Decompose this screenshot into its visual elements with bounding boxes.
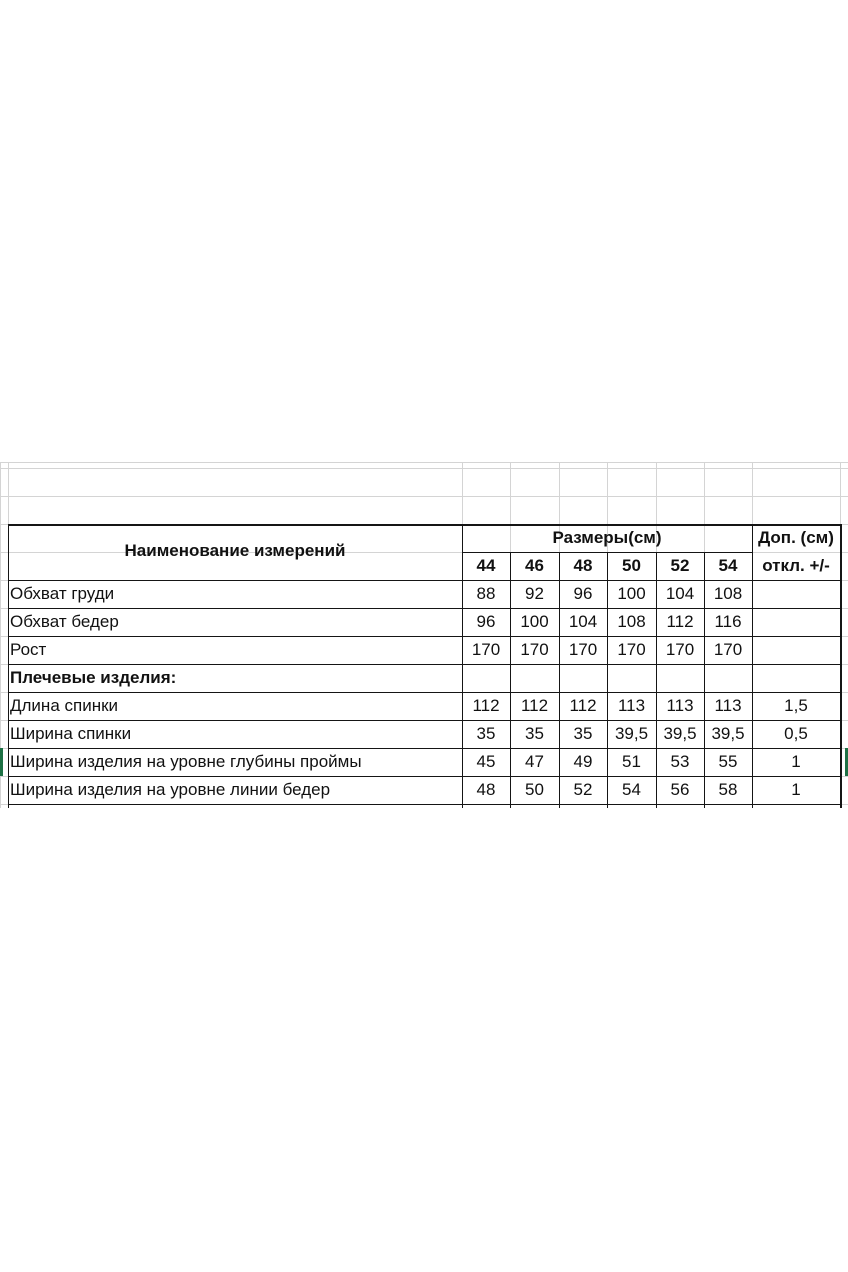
size-value-cell[interactable]: 52 — [573, 780, 593, 799]
size-value-cell[interactable]: 58 — [718, 780, 738, 799]
size-header-46[interactable]: 46 — [525, 556, 544, 575]
size-value-cell[interactable]: 47 — [525, 752, 544, 771]
size-value-cell[interactable]: 39,5 — [711, 724, 745, 743]
size-value-cell[interactable]: 53 — [670, 752, 690, 771]
table-border-row — [8, 804, 840, 805]
selection-edge-left — [0, 748, 3, 776]
size-value-cell[interactable]: 170 — [568, 640, 598, 659]
size-value-cell[interactable]: 100 — [520, 612, 549, 631]
size-header-50[interactable]: 50 — [622, 556, 641, 575]
size-value-cell[interactable]: 104 — [665, 584, 695, 603]
size-value-cell[interactable]: 170 — [713, 640, 743, 659]
size-value-cell[interactable]: 112 — [569, 696, 597, 715]
row-label[interactable]: Обхват груди — [10, 584, 115, 603]
table-border-left — [8, 524, 9, 808]
gridline-horizontal — [0, 462, 848, 463]
size-header-48[interactable]: 48 — [573, 556, 593, 575]
size-value-cell[interactable]: 113 — [666, 696, 694, 715]
row-label[interactable]: Ширина изделия на уровне глубины проймы — [10, 752, 362, 771]
size-value-cell[interactable]: 170 — [665, 640, 695, 659]
size-value-cell[interactable]: 35 — [476, 724, 496, 743]
size-value-cell[interactable]: 54 — [622, 780, 641, 799]
size-value-cell[interactable]: 45 — [476, 752, 496, 771]
size-value-cell[interactable]: 51 — [622, 752, 641, 771]
tolerance-cell[interactable]: 1 — [791, 780, 801, 799]
size-header-52[interactable]: 52 — [670, 556, 690, 575]
size-header-54[interactable]: 54 — [718, 556, 738, 575]
size-value-cell[interactable]: 113 — [617, 696, 646, 715]
row-label[interactable]: Обхват бедер — [10, 612, 119, 631]
row-label[interactable]: Ширина спинки — [10, 724, 132, 743]
gridline-horizontal — [0, 468, 848, 469]
size-value-cell[interactable]: 39,5 — [614, 724, 649, 743]
size-value-cell[interactable]: 170 — [520, 640, 549, 659]
table-border-right — [840, 524, 842, 808]
size-value-cell[interactable]: 35 — [525, 724, 544, 743]
size-value-cell[interactable]: 35 — [573, 724, 593, 743]
size-value-cell[interactable]: 112 — [520, 696, 549, 715]
header-sizes-title[interactable]: Размеры(см) — [552, 528, 662, 547]
size-header-44[interactable]: 44 — [476, 556, 496, 575]
gridline-horizontal — [0, 496, 848, 497]
size-value-cell[interactable]: 55 — [718, 752, 738, 771]
row-label[interactable]: Рост — [10, 640, 47, 659]
size-value-cell[interactable]: 108 — [713, 584, 743, 603]
size-value-cell[interactable]: 88 — [476, 584, 496, 603]
size-value-cell[interactable]: 112 — [666, 612, 694, 631]
size-value-cell[interactable]: 113 — [714, 696, 742, 715]
header-measurement-name[interactable]: Наименование измерений — [124, 541, 346, 560]
tolerance-cell[interactable]: 1 — [791, 752, 801, 771]
size-value-cell[interactable]: 96 — [476, 612, 496, 631]
row-label[interactable]: Длина спинки — [10, 696, 119, 715]
size-value-cell[interactable]: 39,5 — [663, 724, 697, 743]
size-value-cell[interactable]: 49 — [573, 752, 593, 771]
size-value-cell[interactable]: 96 — [573, 584, 593, 603]
row-label[interactable]: Плечевые изделия: — [10, 668, 177, 687]
size-value-cell[interactable]: 100 — [617, 584, 646, 603]
size-value-cell[interactable]: 116 — [714, 612, 742, 631]
size-value-cell[interactable]: 104 — [568, 612, 598, 631]
spreadsheet-sheet — [0, 462, 848, 808]
size-value-cell[interactable]: 56 — [670, 780, 690, 799]
size-value-cell[interactable]: 48 — [476, 780, 496, 799]
header-tolerance-line1[interactable]: Доп. (см) — [758, 528, 834, 547]
header-tolerance-line2[interactable]: откл. +/- — [762, 556, 830, 575]
size-value-cell[interactable]: 112 — [472, 696, 500, 715]
size-value-cell[interactable]: 108 — [617, 612, 646, 631]
tolerance-cell[interactable]: 0,5 — [784, 724, 808, 743]
size-value-cell[interactable]: 170 — [471, 640, 501, 659]
size-value-cell[interactable]: 50 — [525, 780, 544, 799]
row-label[interactable]: Ширина изделия на уровне линии бедер — [10, 780, 331, 799]
tolerance-cell[interactable]: 1,5 — [784, 696, 808, 715]
size-value-cell[interactable]: 92 — [525, 584, 544, 603]
size-value-cell[interactable]: 170 — [617, 640, 646, 659]
